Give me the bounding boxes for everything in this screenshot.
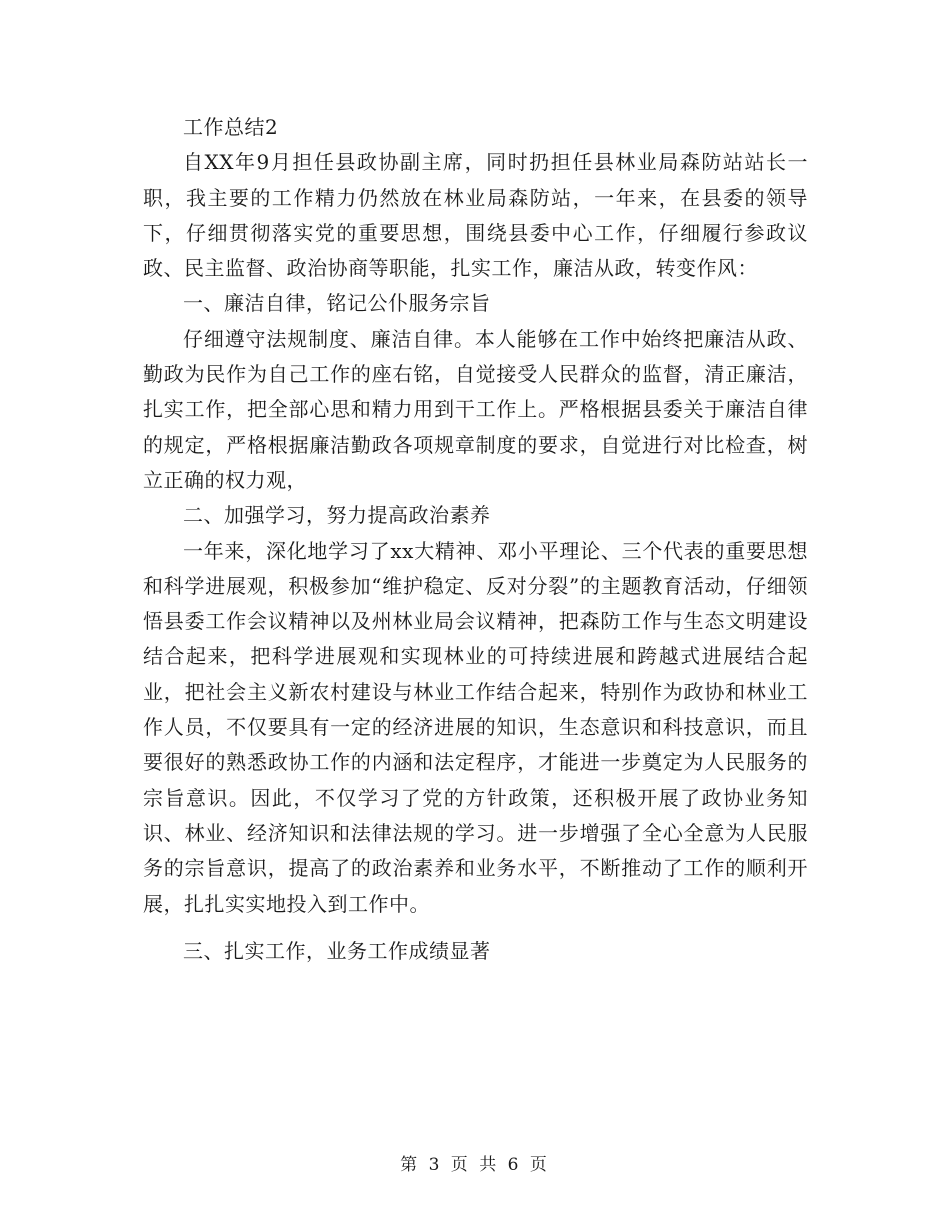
- section-1-paragraph: 仔细遵守法规制度、廉洁自律。本人能够在工作中始终把廉洁从政、勤政为民作为自己工作的座右铭，自觉接受人民群众的监督，清正廉洁，扎实工作，把全部心思和精力用到干工作上。严格根据县委关于廉洁自律的规定，严格根据廉洁勤政各项规章制度的要求，自觉进行对比检查，树立正确的权力观，: [143, 326, 808, 492]
- section-3-heading: 三、扎实工作，业务工作成绩显著: [183, 938, 491, 963]
- section-2-paragraph: 一年来，深化地学习了xx大精神、邓小平理论、三个代表的重要思想和科学进展观，积极参加“维护稳定、反对分裂”的主题教育活动，仔细领悟县委工作会议精神以及州林业局会议精神，把森防工作与生态文明建设结合起来，把科学进展观和实现林业的可持续进展和跨越式进展结合起业，把社会主义新农村建设与林业工作结合起来，特别作为政协和林业工作人员，不仅要具有一定的经济进展的知识，生态意识和科技意识，而且要很好的熟悉政协工作的内涵和法定程序，才能进一步奠定为人民服务的宗旨意识。因此，不仅学习了党的方针政策，还积极开展了政协业务知识、林业、经济知识和法律法规的学习。进一步增强了全心全意为人民服务的宗旨意识，提高了的政治素养和业务水平，不断推动了工作的顺利开展，扎扎实实地投入到工作中。: [143, 538, 808, 916]
- document-body: [143, 110, 808, 969]
- page-number-footer: 第 3 页 共 6 页: [400, 1155, 550, 1175]
- document-title: 工作总结2: [183, 115, 279, 139]
- section-1-heading: 一、廉洁自律，铭记公仆服务宗旨: [183, 291, 491, 316]
- intro-paragraph: 自XX年9月担任县政协副主席，同时扔担任县林业局森防站站长一职，我主要的工作精力仍然放在林业局森防站，一年来，在县委的领导下，仔细贯彻落实党的重要思想，围绕县委中心工作，仔细履行参政议政、民主监督、政治协商等职能，扎实工作，廉洁从政，转变作风：: [143, 150, 808, 281]
- section-2-heading: 二、加强学习，努力提高政治素养: [183, 503, 491, 528]
